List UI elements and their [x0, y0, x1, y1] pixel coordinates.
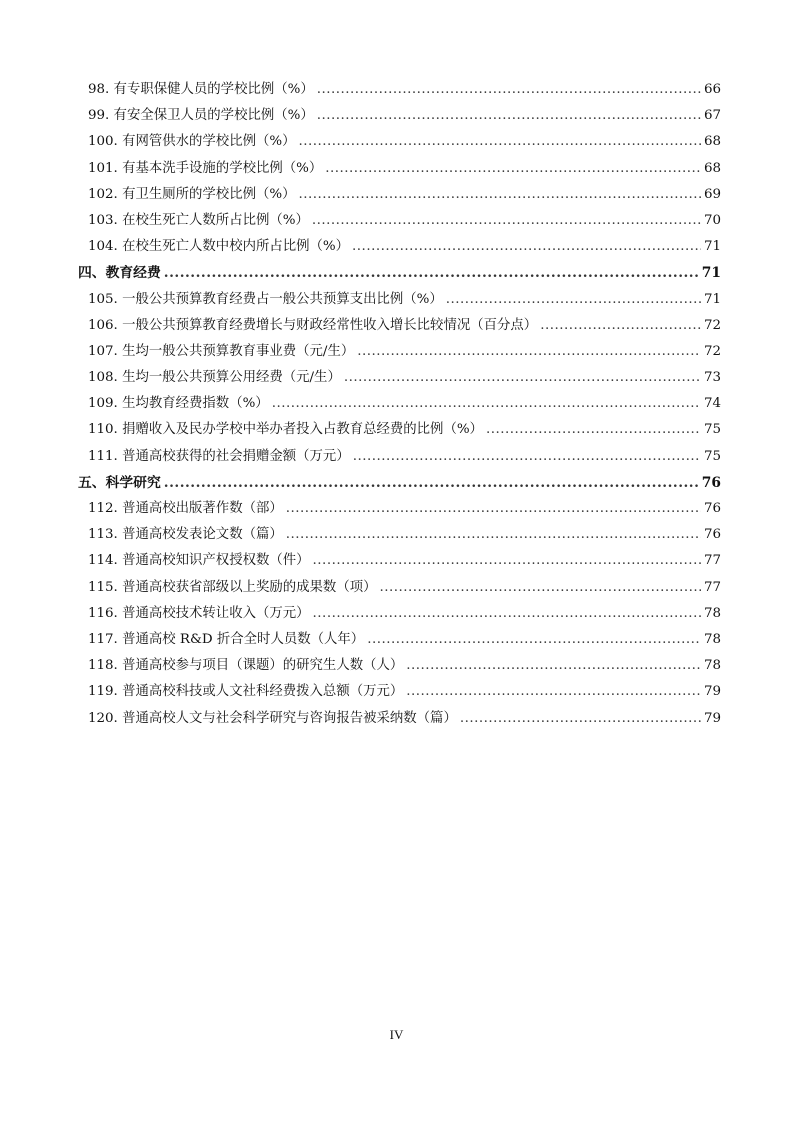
toc-entry-label: 119. 普通高校科技或人文社科经费拨入总额（万元） [88, 684, 404, 700]
toc-entry[interactable] [78, 366, 721, 392]
page-number: IV [389, 1027, 404, 1042]
toc-entry-label: 107. 生均一般公共预算教育事业费（元/生） [88, 343, 355, 359]
toc-entry-page: 76 [703, 501, 721, 516]
dot-leader [317, 108, 701, 123]
dot-leader [286, 501, 701, 516]
toc-entry[interactable] [78, 576, 721, 602]
toc-entry-page: 77 [703, 553, 721, 569]
dot-leader [286, 527, 701, 542]
toc-entry-page: 70 [703, 212, 721, 228]
toc-entry[interactable] [78, 130, 721, 156]
toc-entry-label: 四、教育经费 [78, 265, 161, 282]
toc-entry-label: 118. 普通高校参与项目（课题）的研究生人数（人） [88, 658, 404, 674]
dot-leader [367, 632, 701, 647]
toc-entry-label: 99. 有安全保卫人员的学校比例（%） [88, 108, 314, 124]
dot-leader [317, 82, 701, 97]
toc-entry[interactable] [78, 288, 721, 314]
toc-entry-page: 76 [703, 527, 721, 543]
toc-entry[interactable] [78, 445, 721, 471]
dot-leader [380, 580, 701, 595]
toc-entry-label: 111. 普通高校获得的社会捐赠金额（万元） [88, 448, 350, 464]
dot-leader [344, 370, 701, 385]
toc-section-heading[interactable] [78, 261, 721, 287]
dot-leader [406, 658, 701, 673]
toc-entry-page: 79 [703, 684, 721, 700]
toc-entry-page: 76 [701, 474, 721, 491]
toc-entry-page: 71 [703, 291, 721, 307]
dot-leader [298, 134, 700, 149]
toc-entry-page: 69 [703, 186, 721, 202]
dot-leader [446, 292, 701, 307]
dot-leader [164, 475, 699, 491]
dot-leader [540, 318, 701, 333]
toc-entry[interactable] [78, 654, 721, 680]
toc-entry[interactable] [78, 549, 721, 575]
toc-entry-label: 100. 有网管供水的学校比例（%） [88, 134, 296, 150]
toc-entry-page: 68 [703, 134, 721, 150]
toc-entry-label: 114. 普通高校知识产权授权数（件） [88, 553, 310, 569]
dot-leader [272, 396, 701, 411]
dot-leader [406, 684, 701, 699]
toc-entry[interactable] [78, 183, 721, 209]
toc-entry-label: 103. 在校生死亡人数所占比例（%） [88, 212, 309, 228]
dot-leader [325, 161, 701, 176]
toc-entry[interactable] [78, 340, 721, 366]
toc-entry-label: 112. 普通高校出版著作数（部） [88, 501, 283, 516]
toc-entry[interactable] [78, 314, 721, 340]
toc-entry[interactable] [78, 602, 721, 628]
toc-entry-label: 五、科学研究 [78, 474, 161, 491]
toc-entry-page: 66 [703, 82, 721, 97]
dot-leader [353, 449, 701, 464]
toc-entry-page: 73 [703, 370, 721, 386]
toc-entry-label: 108. 生均一般公共预算公用经费（元/生） [88, 370, 341, 386]
toc-entry[interactable] [78, 78, 721, 104]
toc-entry[interactable] [78, 418, 721, 444]
toc-entry-page: 75 [703, 422, 721, 438]
toc-entry-label: 98. 有专职保健人员的学校比例（%） [88, 82, 314, 97]
toc-entry-label: 116. 普通高校技术转让收入（万元） [88, 605, 310, 621]
toc-entry-page: 72 [703, 343, 721, 359]
toc-section-heading[interactable] [78, 471, 721, 497]
toc-entry-page: 75 [703, 448, 721, 464]
toc-entry-label: 106. 一般公共预算教育经费增长与财政经常性收入增长比较情况（百分点） [88, 317, 538, 333]
toc-entry-page: 71 [701, 265, 721, 282]
toc-entry-label: 104. 在校生死亡人数中校内所占比例（%） [88, 239, 350, 255]
toc-entry-page: 74 [703, 396, 721, 412]
toc-entry-page: 71 [703, 239, 721, 255]
dot-leader [486, 422, 701, 437]
toc-entry-label: 113. 普通高校发表论文数（篇） [88, 527, 283, 543]
toc-entry-label: 102. 有卫生厕所的学校比例（%） [88, 186, 296, 202]
toc-entry[interactable] [78, 104, 721, 130]
toc-entry[interactable] [78, 523, 721, 549]
toc-entry[interactable] [78, 707, 721, 733]
dot-leader [164, 265, 699, 281]
dot-leader [357, 344, 701, 359]
toc-entry-page: 68 [703, 160, 721, 176]
toc-entry[interactable] [78, 209, 721, 235]
toc-entry[interactable] [78, 680, 721, 706]
toc-entry-page: 67 [703, 108, 721, 124]
toc-entry-label: 109. 生均教育经费指数（%） [88, 396, 269, 412]
toc-entry-page: 79 [703, 710, 721, 726]
dot-leader [313, 606, 701, 621]
toc-entry-page: 77 [703, 579, 721, 595]
toc-entry[interactable] [78, 157, 721, 183]
table-of-contents [78, 78, 721, 733]
dot-leader [460, 711, 701, 726]
dot-leader [352, 239, 701, 254]
dot-leader [298, 187, 700, 202]
dot-leader [313, 553, 701, 568]
toc-entry-label: 105. 一般公共预算教育经费占一般公共预算支出比例（%） [88, 291, 443, 307]
toc-entry[interactable] [78, 392, 721, 418]
toc-entry-page: 78 [703, 605, 721, 621]
toc-entry-label: 110. 捐赠收入及民办学校中举办者投入占教育总经费的比例（%） [88, 422, 483, 438]
toc-entry-label: 101. 有基本洗手设施的学校比例（%） [88, 160, 323, 176]
toc-entry-page: 78 [703, 658, 721, 674]
toc-entry[interactable] [78, 497, 721, 523]
toc-entry-label: 115. 普通高校获省部级以上奖励的成果数（项） [88, 579, 377, 595]
dot-leader [312, 213, 701, 228]
toc-entry-label: 117. 普通高校 R&D 折合全时人员数（人年） [88, 631, 365, 647]
toc-entry[interactable] [78, 235, 721, 261]
toc-entry-page: 72 [703, 317, 721, 333]
toc-entry-label: 120. 普通高校人文与社会科学研究与咨询报告被采纳数（篇） [88, 710, 457, 726]
toc-entry[interactable] [78, 628, 721, 654]
toc-entry-page: 78 [703, 631, 721, 647]
